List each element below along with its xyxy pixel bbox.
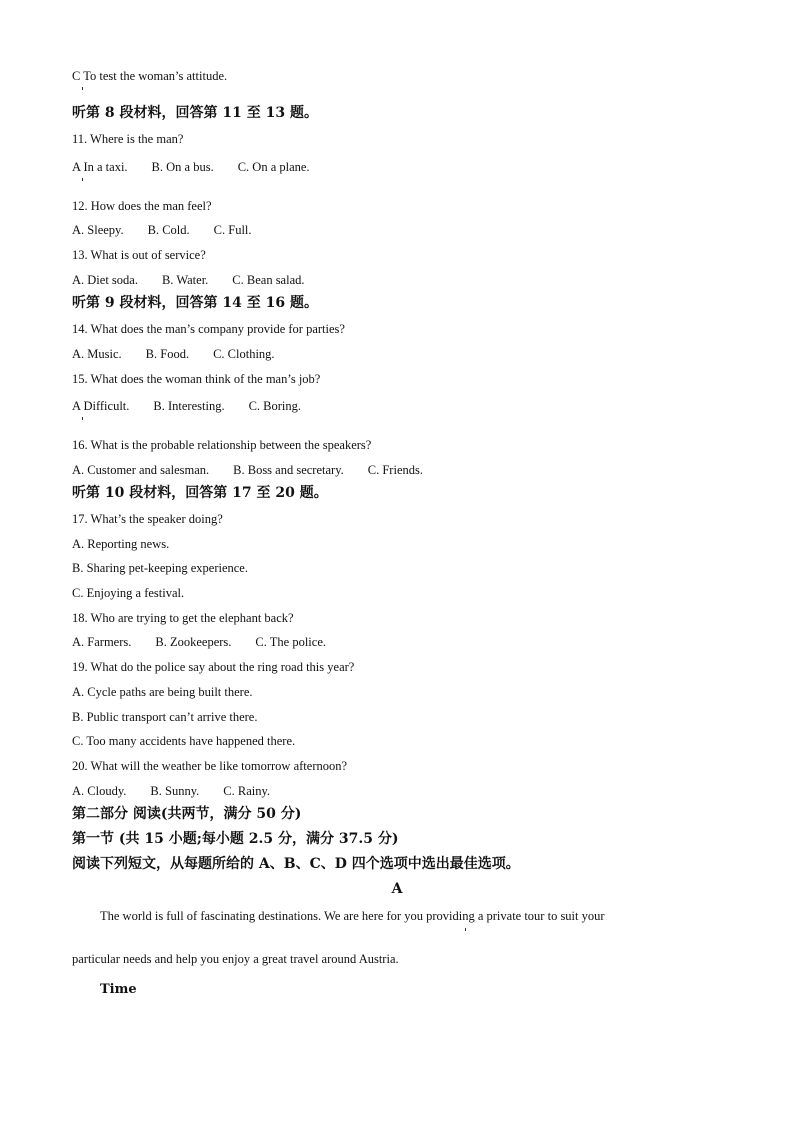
section-8-heading: 听第 8 段材料，回答第 11 至 13 题。 xyxy=(72,105,318,121)
question-18-options xyxy=(72,634,350,650)
tick-mark xyxy=(82,87,83,90)
question-11: 11. Where is the man? xyxy=(72,132,184,146)
option-a: A Difficult. xyxy=(72,399,130,413)
question-17: 17. What’s the speaker doing? xyxy=(72,512,223,526)
question-16-options xyxy=(72,462,447,478)
question-15-options xyxy=(72,398,325,414)
question-12-options xyxy=(72,222,276,238)
question-16: 16. What is the probable relationship between the speakers? xyxy=(72,438,372,452)
option-a: A In a taxi. xyxy=(72,160,128,174)
tick-mark xyxy=(82,178,83,181)
question-13: 13. What is out of service? xyxy=(72,248,206,262)
option-a: A. Music. xyxy=(72,347,122,361)
question-13-options xyxy=(72,272,329,288)
option-a: A. Diet soda. xyxy=(72,273,138,287)
question-19: 19. What do the police say about the ring road this year? xyxy=(72,660,355,674)
option-b: B. Food. xyxy=(145,347,190,361)
passage-paragraph-line-2: particular needs and help you enjoy a great travel around Austria. xyxy=(72,952,399,966)
question-19-option-c: C. Too many accidents have happened there. xyxy=(72,734,296,748)
option-c-line: C To test the woman’s attitude. xyxy=(72,69,228,83)
question-20: 20. What will the weather be like tomorrow afternoon? xyxy=(72,759,348,773)
tick-mark xyxy=(465,928,466,931)
question-12: 12. How does the man feel? xyxy=(72,199,212,213)
question-15: 15. What does the woman think of the man’s job? xyxy=(72,372,321,386)
question-14-options xyxy=(72,346,299,362)
reading-instructions: 阅读下列短文，从每题所给的 A、B、C、D 四个选项中选出最佳选项。 xyxy=(72,856,520,872)
section-9-heading: 听第 9 段材料，回答第 14 至 16 题。 xyxy=(72,295,318,311)
option-c: C. Full. xyxy=(213,223,252,237)
option-c: C. Boring. xyxy=(248,399,302,413)
question-17-option-b: B. Sharing pet-keeping experience. xyxy=(72,561,248,575)
option-b: B. Boss and secretary. xyxy=(233,463,344,477)
option-b: B. Interesting. xyxy=(153,399,225,413)
time-heading: Time xyxy=(100,982,137,997)
option-b: B. Cold. xyxy=(147,223,190,237)
question-19-option-a: A. Cycle paths are being built there. xyxy=(72,685,253,699)
section-1-heading: 第一节 (共 15 小题;每小题 2.5 分，满分 37.5 分) xyxy=(72,831,399,847)
option-a: A. Sleepy. xyxy=(72,223,124,237)
option-c: C. Clothing. xyxy=(213,347,275,361)
option-b: B. Sunny. xyxy=(150,784,200,798)
question-17-option-a: A. Reporting news. xyxy=(72,537,170,551)
option-a: A. Cloudy. xyxy=(72,784,127,798)
question-14: 14. What does the man’s company provide for parties? xyxy=(72,322,345,336)
option-c: C. On a plane. xyxy=(237,160,310,174)
passage-paragraph-line-1: The world is full of fascinating destinations. We are here for you providing a private tour to suit your xyxy=(100,909,605,923)
option-c: C. Bean salad. xyxy=(232,273,305,287)
option-a: A. Customer and salesman. xyxy=(72,463,210,477)
option-b: B. On a bus. xyxy=(151,160,214,174)
option-b: B. Water. xyxy=(161,273,209,287)
option-c: C. Friends. xyxy=(367,463,423,477)
option-c: C. Rainy. xyxy=(223,784,271,798)
question-19-option-b: B. Public transport can’t arrive there. xyxy=(72,710,258,724)
question-11-options xyxy=(72,159,334,175)
passage-label: A xyxy=(391,881,403,897)
question-20-options xyxy=(72,783,294,799)
tick-mark xyxy=(82,417,83,420)
option-a: A. Farmers. xyxy=(72,635,132,649)
section-10-heading: 听第 10 段材料，回答第 17 至 20 题。 xyxy=(72,485,328,501)
part-2-heading: 第二部分 阅读(共两节，满分 50 分) xyxy=(72,806,302,822)
option-c: C. The police. xyxy=(255,635,326,649)
option-b: B. Zookeepers. xyxy=(155,635,232,649)
question-18: 18. Who are trying to get the elephant back? xyxy=(72,611,294,625)
question-17-option-c: C. Enjoying a festival. xyxy=(72,586,185,600)
